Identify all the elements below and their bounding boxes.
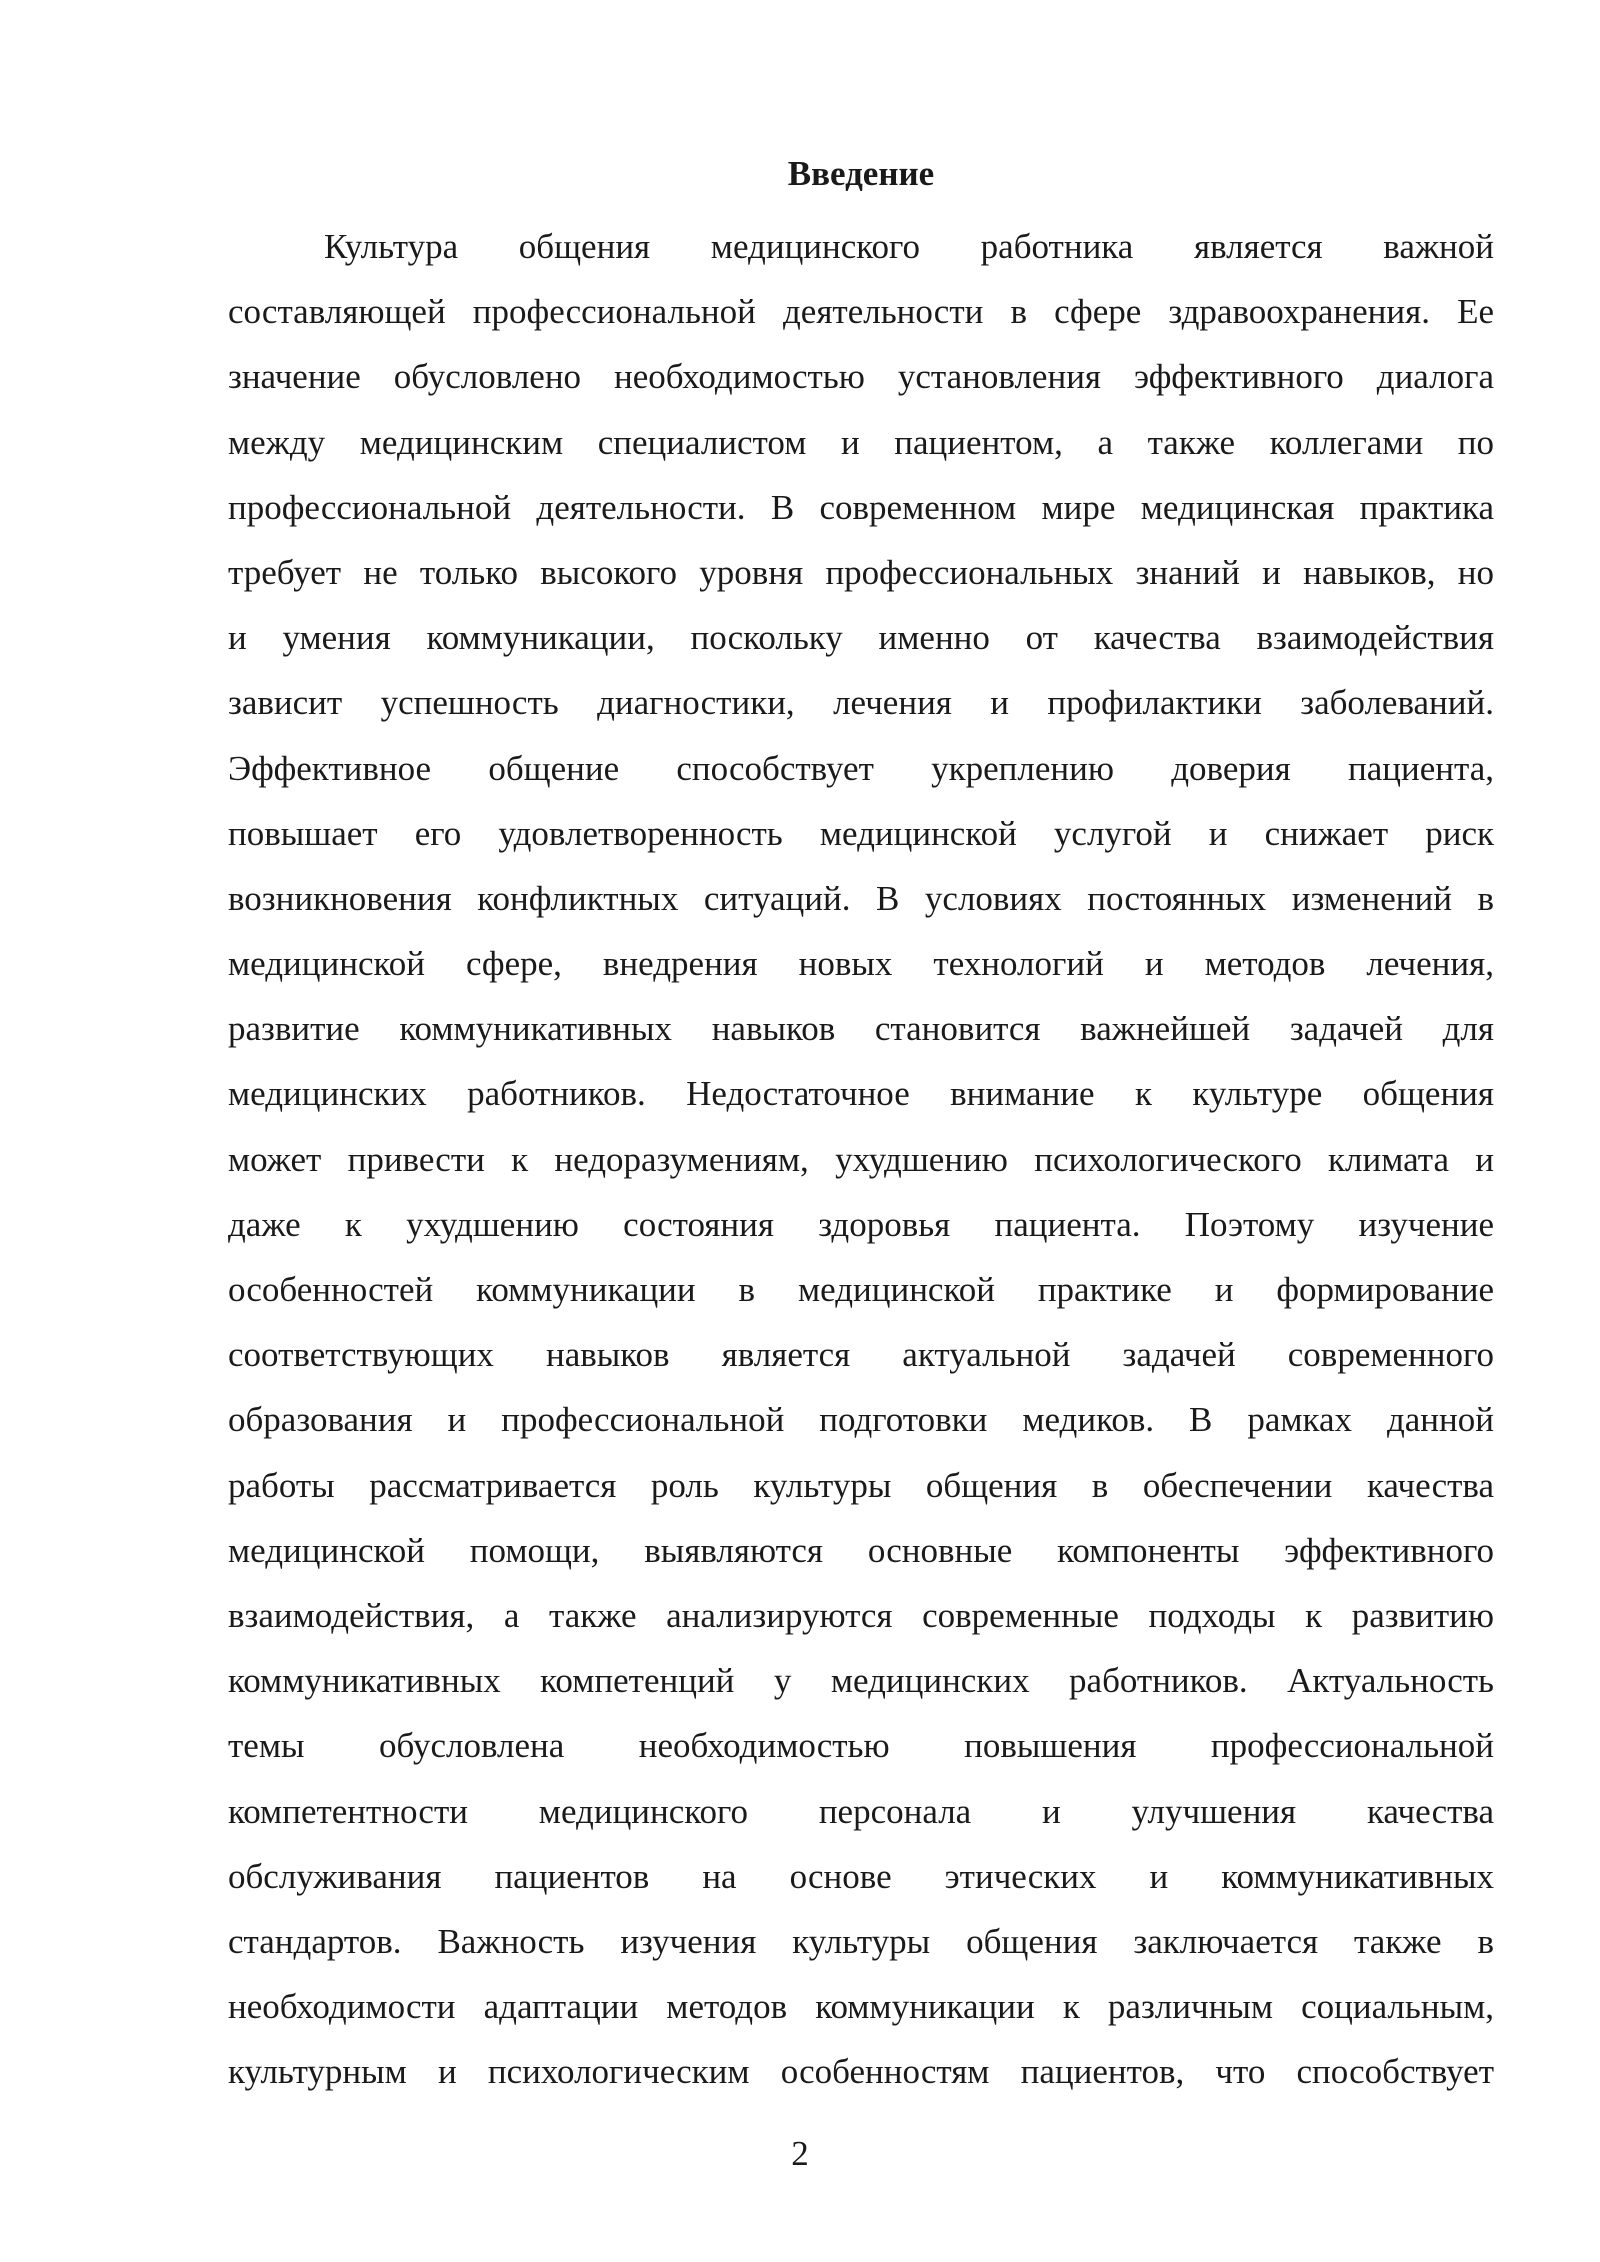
text-line: работы рассматривается роль культуры общения в обеспечении качества: [228, 1465, 1494, 1505]
text-line: зависит успешность диагностики, лечения и профилактики заболеваний.: [228, 683, 1494, 723]
text-line: профессиональной деятельности. В современном мире медицинская практика: [228, 487, 1494, 527]
text-line: темы обусловлена необходимостью повышения профессиональной: [228, 1726, 1494, 1766]
text-line: и умения коммуникации, поскольку именно от качества взаимодействия: [228, 618, 1494, 658]
text-line: возникновения конфликтных ситуаций. В условиях постоянных изменений в: [228, 878, 1494, 918]
body-paragraph: [228, 214, 1494, 2104]
section-heading: Введение: [787, 154, 935, 193]
text-line: требует не только высокого уровня профессиональных знаний и навыков, но: [228, 552, 1494, 592]
text-line: повышает его удовлетворенность медицинской услугой и снижает риск: [228, 813, 1494, 853]
text-line: значение обусловлено необходимостью установления эффективного диалога: [228, 357, 1494, 397]
text-line: коммуникативных компетенций у медицинских работников. Актуальность: [228, 1661, 1494, 1701]
page-number: 2: [791, 2134, 809, 2173]
text-line: обслуживания пациентов на основе этических и коммуникативных: [228, 1856, 1494, 1896]
text-line: стандартов. Важность изучения культуры общения заключается также в: [228, 1921, 1494, 1961]
text-line: взаимодействия, а также анализируются современные подходы к развитию: [228, 1595, 1494, 1635]
text-line: медицинской помощи, выявляются основные компоненты эффективного: [228, 1530, 1494, 1570]
text-line: образования и профессиональной подготовки медиков. В рамках данной: [228, 1400, 1494, 1440]
text-line: Эффективное общение способствует укреплению доверия пациента,: [228, 748, 1494, 788]
text-line: медицинских работников. Недостаточное внимание к культуре общения: [228, 1074, 1494, 1114]
text-line: необходимости адаптации методов коммуникации к различным социальным,: [228, 1987, 1494, 2027]
text-line: составляющей профессиональной деятельности в сфере здравоохранения. Ее: [228, 292, 1494, 332]
text-line: между медицинским специалистом и пациентом, а также коллегами по: [228, 422, 1494, 462]
text-line: культурным и психологическим особенностям пациентов, что способствует: [228, 2052, 1494, 2092]
text-line: особенностей коммуникации в медицинской практике и формирование: [228, 1270, 1494, 1309]
text-line: медицинской сфере, внедрения новых технологий и методов лечения,: [228, 944, 1494, 984]
text-line: Культура общения медицинского работника является важной: [324, 227, 1494, 266]
text-line: развитие коммуникативных навыков становится важнейшей задачей для: [228, 1009, 1494, 1049]
text-line: даже к ухудшению состояния здоровья пациента. Поэтому изучение: [228, 1204, 1494, 1244]
text-line: может привести к недоразумениям, ухудшению психологического климата и: [228, 1139, 1494, 1179]
text-line: соответствующих навыков является актуальной задачей современного: [228, 1335, 1494, 1375]
text-line: компетентности медицинского персонала и улучшения качества: [228, 1791, 1494, 1831]
